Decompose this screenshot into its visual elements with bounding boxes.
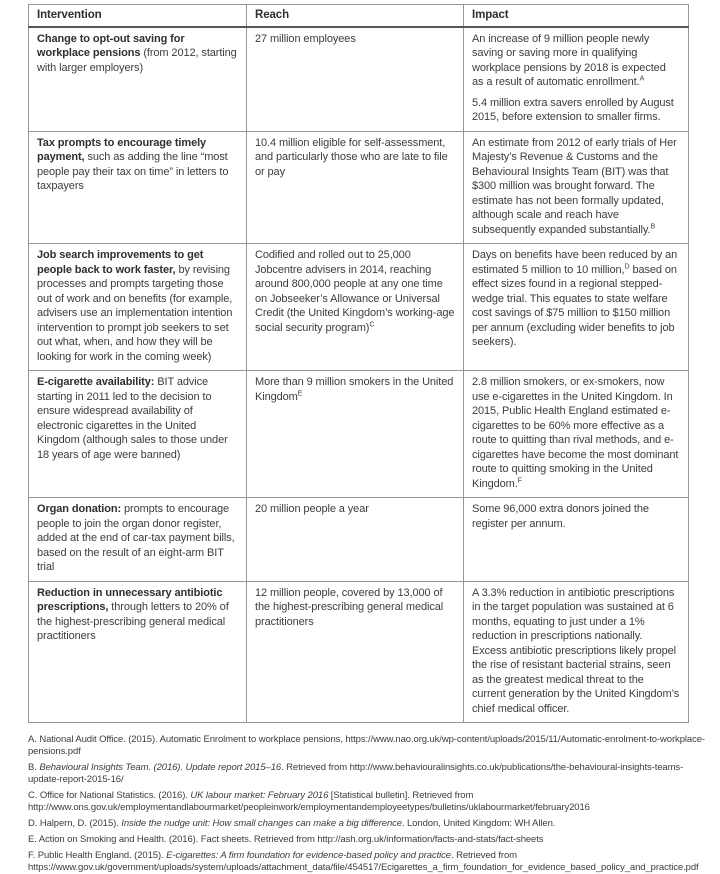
reach-cell <box>247 581 464 723</box>
footnote <box>28 834 710 846</box>
text-run: Some 96,000 extra donors joined the register per annum. <box>472 503 649 530</box>
text-run: An increase of 9 million people newly saving or saving more in qualifying workplace pensions by 2018 is expected as a result of automatic enrollment. <box>472 32 666 88</box>
text-run: Tax prompts to encourage timely payment, <box>37 136 207 163</box>
impact-cell <box>464 581 689 723</box>
text-run: Job search improvements to get people back to work faster, <box>37 249 204 276</box>
col-header-intervention: Intervention <box>29 5 247 27</box>
col-header-reach: Reach <box>247 5 464 27</box>
text-run: UK labour market: February 2016 <box>190 790 329 801</box>
text-run: 10.4 million eligible for self-assessment, and particularly those who are late to file or pay <box>255 136 448 178</box>
table-row <box>29 581 689 723</box>
text-run: A 3.3% reduction in antibiotic prescriptions in the target population was sustained at 6 months, equating to just under a 1% reduction in prescriptions nationally. Excess antibiotic prescriptions likely propel the rise of resistant bacterial strains, seen as the greatest medical threat to the current generation by the United Kingdom’s chief medical officer. <box>472 586 680 715</box>
table-row <box>29 244 689 371</box>
table-header-row <box>29 5 689 27</box>
text-run: through letters to 20% of the highest-prescribing general medical practitioners <box>37 601 229 642</box>
text-run: Codified and rolled out to 25,000 Jobcentre advisers in 2014, reaching around 800,000 people at any one time on Jobseeker’s Allowance or Universal Credit (the United Kingdom’s working-age social security program) <box>255 249 455 334</box>
text-run: by revising processes and prompts targeting those out of work and on benefits (for example, advisers use an implementation intention intervention to prompt job seekers to set out what, when, and how they will be looking for work in the coming week) <box>37 263 233 363</box>
reach-cell <box>247 27 464 132</box>
cell-paragraph <box>37 136 238 194</box>
footnote <box>28 818 710 830</box>
cell-paragraph <box>255 32 455 47</box>
interventions-table <box>28 4 689 723</box>
text-run: E-cigarettes: A firm foundation for evidence-based policy and practice <box>166 850 451 861</box>
cell-paragraph <box>472 136 680 238</box>
cell-paragraph <box>37 375 238 462</box>
text-run: E-cigarette availability: <box>37 376 155 388</box>
footnote <box>28 734 710 758</box>
footnote <box>28 850 710 874</box>
text-run: Organ donation: <box>37 503 122 515</box>
footnote-marker: F <box>517 476 522 484</box>
text-run: Reduction in unnecessary antibiotic prescriptions, <box>37 586 223 613</box>
cell-paragraph <box>472 32 680 90</box>
cell-paragraph <box>255 586 455 630</box>
text-run: . London, United Kingdom: WH Allen. <box>401 818 556 829</box>
table-row <box>29 131 689 244</box>
cell-paragraph <box>255 136 455 180</box>
footnote-marker: A <box>639 75 645 83</box>
text-run: Behavioural Insights Team. (2016). Update report 2015–16 <box>39 762 282 773</box>
text-run: D. Halpern, D. (2015). <box>28 818 122 829</box>
text-run: Days on benefits have been reduced by an estimated 5 million to 10 million, <box>472 249 678 276</box>
cell-paragraph <box>37 32 238 76</box>
impact-cell <box>464 371 689 498</box>
cell-paragraph <box>255 248 455 335</box>
text-run: E. Action on Smoking and Health. (2016). Fact sheets. Retrieved from http://ash.org.uk/information/facts-and-stats/fact-sheets <box>28 834 544 845</box>
text-run: Inside the nudge unit: How small changes can make a big difference <box>121 818 402 829</box>
text-run: 2.8 million smokers, or ex-smokers, now use e-cigarettes in the United Kingdom. In 2015, Public Health England estimated e-cigarettes to be 60% more effective as a route to quitting than rival methods, and e-cigarettes have become the most dominant route to quitting smoking in the United Kingdom. <box>472 376 679 490</box>
cell-paragraph <box>472 248 680 350</box>
text-run: . Retrieved from https://www.gov.uk/government/uploads/system/uploads/attachment_data/file/454517/Ecigarettes_a_firm_foundation_for_evidence_based_policy_and_practice.pdf <box>28 850 699 873</box>
impact-cell <box>464 27 689 132</box>
intervention-cell <box>29 27 247 132</box>
text-run: 5.4 million extra savers enrolled by August 2015, before extension to smaller firms. <box>472 96 674 123</box>
text-run: Change to opt-out saving for workplace pensions <box>37 32 185 59</box>
cell-paragraph <box>37 502 238 575</box>
cell-paragraph <box>37 586 238 644</box>
table-row <box>29 371 689 498</box>
text-run: B. <box>28 762 40 773</box>
cell-paragraph <box>37 248 238 364</box>
intervention-cell <box>29 498 247 582</box>
cell-paragraph <box>472 375 680 491</box>
cell-paragraph <box>472 96 680 125</box>
text-run: [Statistical bulletin]. Retrieved from http://www.ons.gov.uk/employmentandlabourmarket/peopleinwork/employmentandemployeetypes/bulletins/uklabourmarket/february2016 <box>28 790 590 813</box>
text-run: More than 9 million smokers in the United Kingdom <box>255 376 454 403</box>
footnote-marker: D <box>624 262 630 270</box>
reach-cell <box>247 131 464 244</box>
reach-cell <box>247 371 464 498</box>
footnote-marker: C <box>369 320 375 328</box>
text-run: . Retrieved from http://www.behaviouralinsights.co.uk/publications/the-behavioural-insights-teams-update-report-2015-16/ <box>28 762 684 785</box>
footnote-marker: B <box>650 222 656 230</box>
intervention-cell <box>29 244 247 371</box>
cell-paragraph <box>472 502 680 531</box>
text-run: 27 million employees <box>255 32 356 45</box>
cell-paragraph <box>255 375 455 404</box>
impact-cell <box>464 244 689 371</box>
text-run: F. Public Health England. (2015). <box>28 850 167 861</box>
text-run: A. National Audit Office. (2015). Automatic Enrolment to workplace pensions, https://www.nao.org.uk/wp-content/uploads/2015/11/Automatic-enrolment-to-workplace-pensions.pdf <box>28 734 705 757</box>
footnote-marker: E <box>297 389 303 397</box>
cell-paragraph <box>472 586 680 717</box>
text-run: An estimate from 2012 of early trials of Her Majesty’s Revenue & Customs and the Behavioural Insights Team (BIT) was that $300 million was brought forward. The estimate has not been formally updated, although scale and reach have subsequently expanded substantially. <box>472 136 677 236</box>
impact-cell <box>464 131 689 244</box>
reach-cell <box>247 244 464 371</box>
intervention-cell <box>29 371 247 498</box>
cell-paragraph <box>255 502 455 517</box>
text-run: 20 million people a year <box>255 503 369 515</box>
table-row <box>29 27 689 132</box>
text-run: 12 million people, covered by 13,000 of the highest-prescribing general medical practitioners <box>255 586 444 628</box>
impact-cell <box>464 498 689 582</box>
col-header-impact: Impact <box>464 5 689 27</box>
text-run: prompts to encourage people to join the organ donor register, added at the end of car-tax payment bills, based on the result of an eight-arm BIT trial <box>37 503 235 573</box>
reach-cell <box>247 498 464 582</box>
table-row <box>29 498 689 582</box>
intervention-cell <box>29 581 247 723</box>
intervention-cell <box>29 131 247 244</box>
text-run: (from 2012, starting with larger employers) <box>37 47 237 74</box>
footnote <box>28 790 710 814</box>
footnote <box>28 762 710 786</box>
text-run: such as adding the line “most people pay their tax on time” in letters to taxpayers <box>37 151 229 192</box>
text-run: based on effect sizes found in a regional stepped-wedge trial. This equates to state welfare cost savings of $75 million to $150 million per annum (excluding wider benefits to job seekers). <box>472 263 677 348</box>
footnotes-section <box>28 734 710 874</box>
text-run: BIT advice starting in 2011 led to the decision to ensure widespread availability of electronic cigarettes in the United Kingdom (although sales to those under 18 years of age were banned) <box>37 376 228 461</box>
text-run: C. Office for National Statistics. (2016). <box>28 790 191 801</box>
